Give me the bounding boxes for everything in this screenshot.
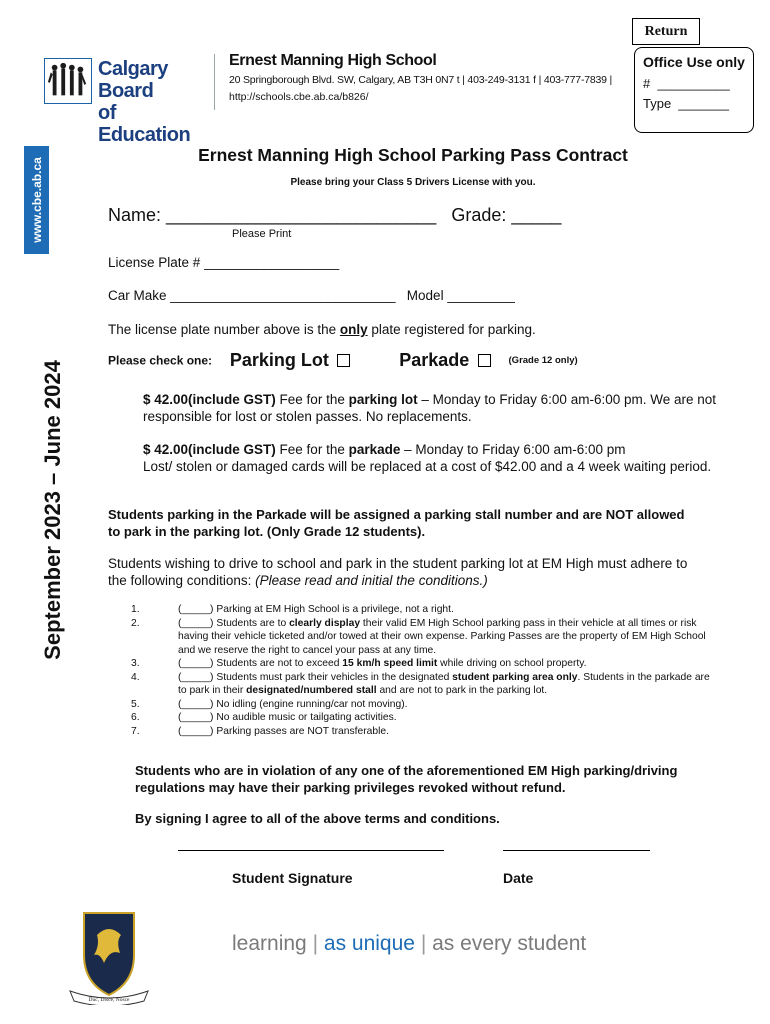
parkade-fee-place: parkade — [348, 442, 401, 457]
option-parkade-label: Parkade — [399, 350, 470, 370]
list-item — [131, 711, 721, 725]
parkade-grade-note: (Grade 12 only) — [508, 355, 578, 366]
agreement-statement: By signing I agree to all of the above terms and conditions. — [135, 811, 500, 826]
crest-motto: Duc, Disce, Nosce — [88, 997, 130, 1003]
list-item — [131, 725, 721, 739]
condition-text-post2: and are not to park in the parking lot. — [376, 685, 548, 696]
school-name: Ernest Manning High School — [229, 52, 437, 69]
list-item — [131, 617, 721, 658]
cbe-logo-line2: of Education — [98, 102, 191, 146]
school-crest-icon — [64, 905, 154, 1005]
parking-choice-row — [108, 350, 578, 371]
condition-text-pre: (_____) Students must park their vehicles in the designated — [178, 671, 453, 683]
name-field[interactable]: ___________________________ — [166, 205, 437, 225]
office-type-label: Type — [643, 96, 672, 111]
office-number-label: # — [643, 76, 651, 91]
parkade-checkbox[interactable] — [478, 354, 491, 367]
violation-notice: Students who are in violation of any one of the aforementioned EM High parking/driving regulations may have their parking privileges revoked without refund. — [135, 763, 678, 795]
condition-text — [178, 617, 721, 658]
model-label: Model — [406, 288, 444, 303]
office-use-type — [643, 96, 745, 111]
footer-tagline: learning | as unique | as every student — [232, 932, 587, 955]
grade-label: Grade: — [451, 205, 507, 225]
condition-text-post: . Students in the parkade are to park in their — [178, 671, 710, 696]
condition-text-pre: (_____) Students are not to exceed — [178, 658, 343, 669]
name-grade-row — [108, 205, 561, 226]
parkade-fee — [143, 441, 723, 475]
list-item — [131, 698, 721, 712]
conditions-intro — [108, 555, 708, 589]
plate-note-only: only — [339, 322, 368, 337]
list-item — [131, 657, 721, 671]
condition-text-bold: student parking area only — [452, 671, 578, 683]
print-note: Please Print — [232, 228, 292, 240]
license-label: License Plate # — [108, 255, 201, 270]
lot-fee-text: – Monday to Friday 6:00 am-6:00 pm. We are not responsible for lost or stolen passes. No replacements. — [143, 392, 717, 424]
condition-text-post: their valid EM High School parking pass in their vehicle at all times or risk having their vehicle ticketed and/or towed at their own expense. Parking Passes are the property of EM High School and we reserve the right to cancel your pass at any time. — [178, 617, 706, 656]
page-subtitle: Please bring your Class 5 Drivers License with you. — [290, 177, 536, 188]
list-item — [131, 603, 721, 617]
office-use-title: Office Use only — [643, 54, 745, 70]
school-address: 20 Springborough Blvd. SW, Calgary, AB T3H 0N7 t | 403-249-3131 f | 403-777-7839 | — [229, 74, 613, 86]
conditions-list — [131, 603, 721, 738]
school-url[interactable]: http://schools.cbe.ab.ca/b826/ — [229, 91, 369, 103]
condition-text-bold: 15 km/h speed limit — [342, 658, 438, 669]
condition-number: 4. — [131, 671, 140, 683]
lot-fee-place: parking lot — [348, 392, 418, 407]
office-use-number — [643, 76, 745, 91]
return-label: Return — [632, 18, 700, 45]
office-type-blank: _______ — [678, 96, 730, 111]
parkade-fee-amount: $ 42.00(include GST) — [143, 442, 276, 457]
plate-note-pre: The license plate number above is the — [108, 322, 340, 337]
option-parking-lot-label: Parking Lot — [229, 350, 329, 370]
car-row — [108, 288, 515, 303]
condition-text: (_____) Parking at EM High School is a privilege, not a right. — [178, 604, 454, 615]
model-field[interactable]: _________ — [447, 288, 515, 303]
conditions-intro-text: Students wishing to drive to school and park in the student parking lot at EM High must adhere to the following conditions: — [108, 556, 688, 588]
condition-text — [178, 671, 721, 698]
tagline-left: learning — [232, 932, 307, 955]
condition-text: (_____) Parking passes are NOT transferable. — [178, 725, 390, 737]
condition-number: 6. — [131, 712, 140, 723]
check-label: Please check one: — [108, 353, 213, 368]
parkade-notice: Students parking in the Parkade will be assigned a parking stall number and are NOT allowed to park in the parking lot. (Only Grade 12 students). — [108, 507, 685, 539]
condition-text-bold2: designated/numbered stall — [246, 685, 377, 696]
license-field[interactable]: __________________ — [204, 255, 340, 270]
condition-number: 3. — [131, 658, 140, 669]
condition-number: 7. — [131, 725, 140, 737]
page-title: Ernest Manning High School Parking Pass Contract — [198, 145, 628, 165]
condition-number: 1. — [131, 604, 140, 615]
condition-text: (_____) No idling (engine running/car not moving). — [178, 698, 408, 710]
parkade-fee-hours: – Monday to Friday 6:00 am-6:00 pm — [400, 442, 626, 457]
grade-field[interactable]: _____ — [511, 205, 562, 225]
office-number-blank: __________ — [657, 76, 730, 91]
condition-text — [178, 657, 721, 671]
condition-number: 2. — [131, 617, 140, 629]
cbe-logo-line1: Calgary Board — [98, 58, 168, 102]
date-field[interactable] — [503, 850, 650, 851]
tagline-mid: as unique — [323, 932, 415, 955]
school-year-text: September 2023 – June 2024 — [40, 360, 65, 660]
signature-label: Student Signature — [232, 870, 353, 886]
parkade-fee-text: Lost/ stolen or damaged cards will be replaced at a cost of $42.00 and a 4 week waiting period. — [143, 459, 712, 474]
cbe-logo-text — [98, 58, 204, 146]
condition-text-pre: (_____) Students are to — [178, 617, 290, 629]
condition-text-bold: clearly display — [289, 617, 361, 629]
parkade-fee-pre: Fee for the — [275, 442, 349, 457]
list-item — [131, 671, 721, 698]
license-row — [108, 255, 339, 270]
parking-lot-fee — [143, 391, 723, 425]
lot-fee-amount: $ 42.00(include GST) — [143, 392, 276, 407]
car-make-label: Car Make — [108, 288, 167, 303]
name-label: Name: — [108, 205, 162, 225]
side-website-text: www.cbe.ab.ca — [29, 157, 44, 243]
plate-note-post: plate registered for parking. — [367, 322, 536, 337]
office-use-box — [634, 47, 754, 133]
cbe-logo — [44, 56, 204, 146]
parking-lot-checkbox[interactable] — [337, 354, 350, 367]
tagline-right: as every student — [432, 932, 587, 955]
header-divider — [214, 54, 215, 110]
car-make-field[interactable]: ______________________________ — [170, 288, 396, 303]
school-year-banner — [33, 330, 73, 690]
condition-number: 5. — [131, 698, 140, 710]
condition-text-post: while driving on school property. — [437, 658, 587, 669]
lot-fee-pre: Fee for the — [275, 392, 349, 407]
condition-text: (_____) No audible music or tailgating activities. — [178, 712, 397, 723]
conditions-intro-italic: (Please read and initial the conditions.) — [255, 573, 488, 588]
signature-field[interactable] — [178, 850, 444, 851]
cbe-logo-figures-icon — [44, 58, 92, 104]
plate-note — [108, 321, 536, 338]
date-label: Date — [503, 870, 534, 886]
